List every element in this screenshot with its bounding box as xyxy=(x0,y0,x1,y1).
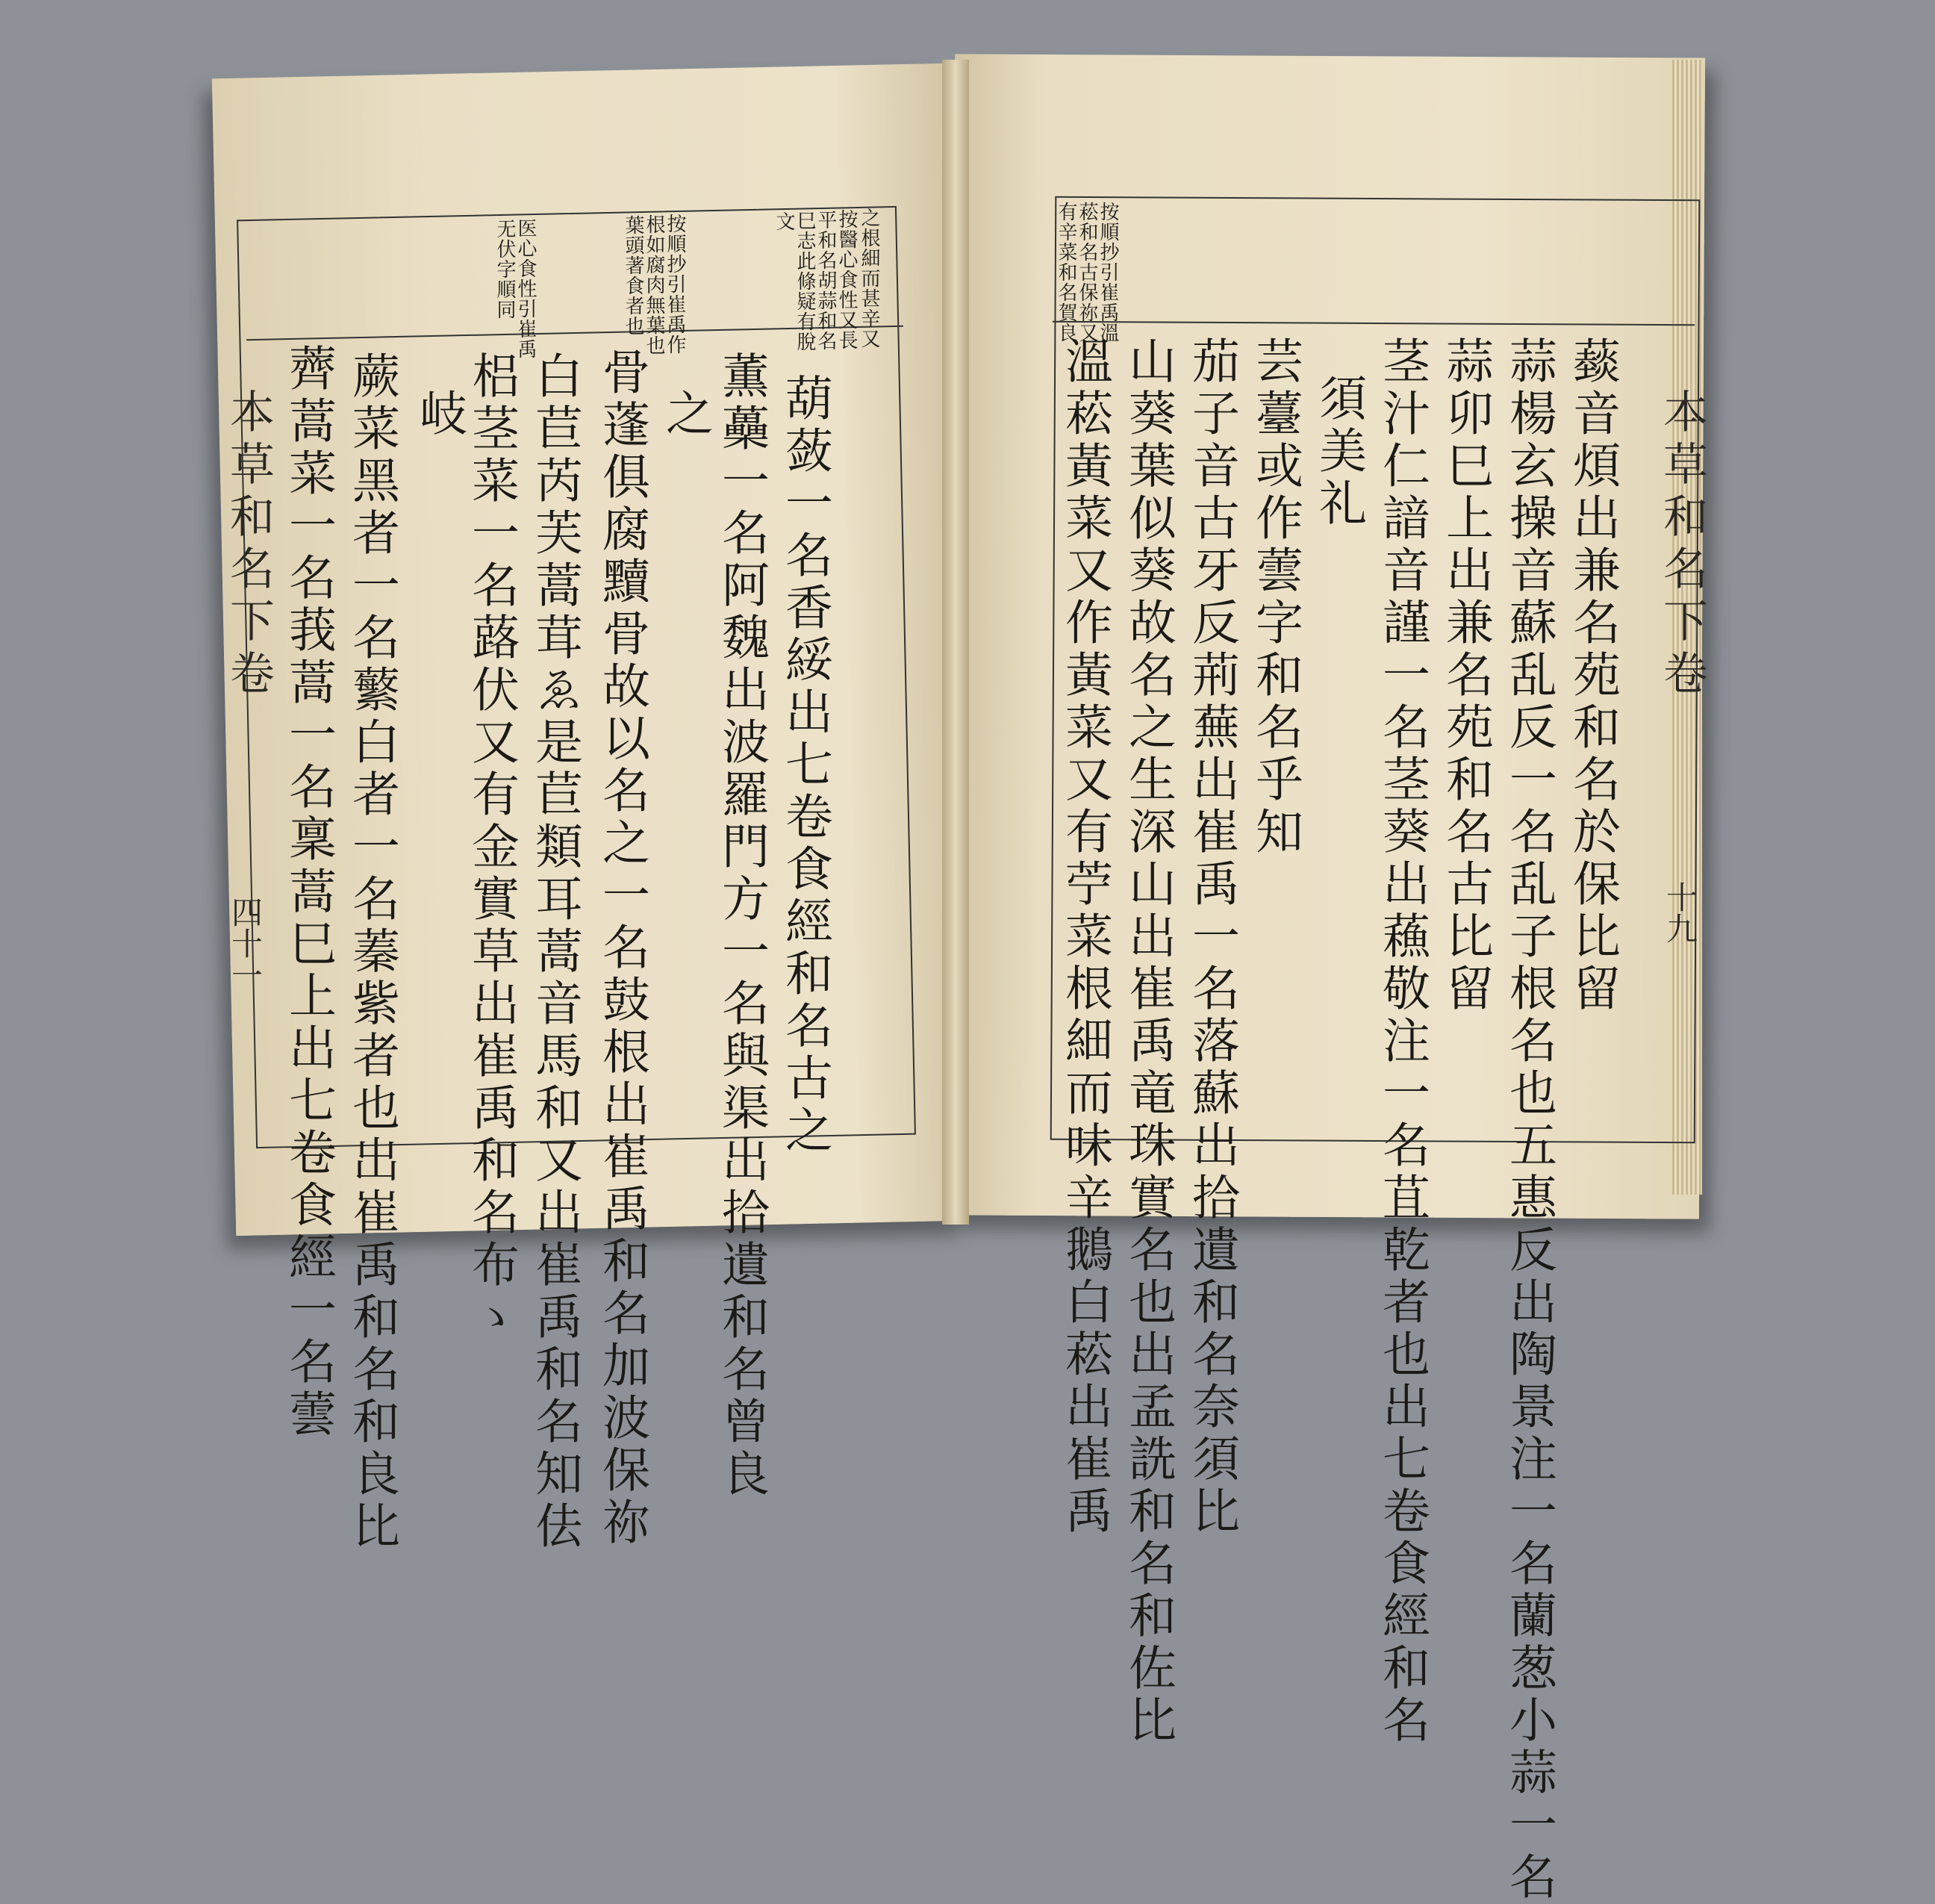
left-column-2: 薫蘽一名阿魏出波羅門方一名與渠出拾遺和名曾良 xyxy=(714,351,769,1501)
left-headnote-1: 之根細而甚辛又 xyxy=(858,208,880,349)
left-column-5: 白苣芮芙蒿茸ゑ是苣類耳蒿音馬和又出崔禹和名知佉 xyxy=(527,351,582,1553)
right-column-3: 蒜卯巳上出兼名苑和名古比留 xyxy=(1438,336,1493,1015)
right-column-9: 溫菘黃菜又作黃菜又有苧菜根細而味辛鵝白菘出崔禹 xyxy=(1057,336,1112,1538)
left-headnote-3: 平和名胡蒜和名 xyxy=(814,210,837,351)
right-column-2: 蒜楊玄操音蘇乱反一名乱子根名也五惠反出陶景注一名蘭葱小蒜一名 xyxy=(1501,336,1557,1904)
right-folio-number: 十九 xyxy=(1662,881,1698,944)
right-column-5: 須美礼 xyxy=(1311,373,1366,530)
left-column-8: 蕨菜黑者一名蘩白者一名蓁紫者也出崔禹和名和良比 xyxy=(344,351,399,1553)
left-column-7: 岐 xyxy=(411,388,467,441)
left-column-1: 葫蔹一名香綏出七卷食經和名古之 xyxy=(777,373,832,1157)
left-headnote-8: 葉頭著食者也 xyxy=(622,215,644,336)
book-spine xyxy=(942,60,969,1225)
left-column-6: 梠茎菜一名蕗伏又有金實草出崔禹和名布ゝ xyxy=(464,351,519,1344)
left-headnote-2: 按醫心食性又長 xyxy=(835,209,858,350)
left-headnote-9: 医心食性引崔禹 xyxy=(514,218,537,359)
right-margin-title: 本草和名下卷 xyxy=(1656,388,1708,702)
right-column-7: 茄子音古牙反荊蕪出崔禹一名落蘇出拾遺和名奈須比 xyxy=(1184,336,1239,1538)
left-headnote-7: 根如腐肉無葉也 xyxy=(643,214,665,355)
left-column-9: 薺蒿菜一名莪蒿一名稟蒿巳上出七卷食經一名蕓 xyxy=(281,343,336,1441)
right-headnote-2: 菘和名古保祢又 xyxy=(1076,202,1098,343)
right-headnote-1: 按順抄引崔禹溫 xyxy=(1097,202,1119,343)
left-headnote-6: 按順抄引崔禹作 xyxy=(664,214,686,355)
left-margin-title: 本草和名下卷 xyxy=(222,388,275,702)
left-headnote-4: 巳志此條疑有脫 xyxy=(794,211,816,352)
left-folio-number: 四十一 xyxy=(227,896,264,990)
right-headnote-3: 有辛菜和名賀良 xyxy=(1055,202,1077,343)
left-headnote-5: 文 xyxy=(773,211,795,231)
right-column-8: 山葵葉似葵故名之生深山出崔禹竜珠實名也出孟詵和名和佐比 xyxy=(1121,336,1176,1747)
right-column-4: 茎汁仁諳音謹一名茎葵出蘓敬注一名苴乾者也出七卷食經和名 xyxy=(1374,336,1430,1747)
right-column-1: 䕭音煩出兼名苑和名於保比留 xyxy=(1565,336,1620,1015)
right-column-6: 芸薹或作蕓字和名乎知 xyxy=(1247,336,1303,859)
left-column-4: 骨蓬俱腐黷骨故以名之一名鼓根出崔禹和名加波保祢 xyxy=(594,347,649,1549)
left-headnote-10: 无伏字順同 xyxy=(493,219,516,320)
left-column-3: 之 xyxy=(658,388,713,441)
